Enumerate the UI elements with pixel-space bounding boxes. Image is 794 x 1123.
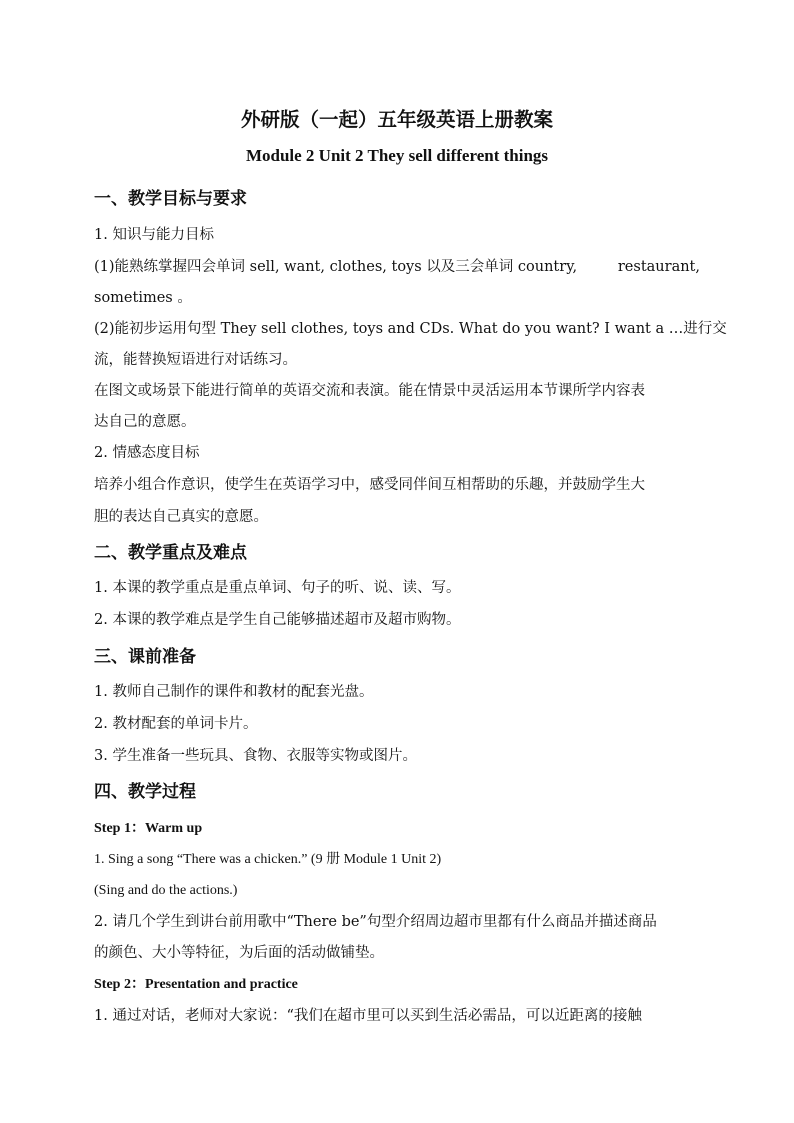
objective-line bbox=[94, 257, 700, 277]
list-item: 1. 教师自己制作的课件和教材的配套光盘。 bbox=[94, 684, 374, 700]
list-item: 2. 教材配套的单词卡片。 bbox=[94, 716, 258, 732]
section-heading-preparation: 三、课前准备 bbox=[94, 647, 196, 667]
list-item: 1. 本课的教学重点是重点单词、句子的听、说、读、写。 bbox=[94, 580, 461, 596]
objective-line: 达自己的意愿。 bbox=[94, 414, 196, 430]
document-title: 外研版（一起）五年级英语上册教案 bbox=[240, 108, 553, 131]
objective-line-text: (1)能熟练掌握四会单词 sell, want, clothes, toys 以及三会单词 country, bbox=[94, 259, 578, 275]
list-item: 3. 学生准备一些玩具、食物、衣服等实物或图片。 bbox=[94, 748, 417, 764]
step-heading-warm-up: Step 1：Warm up bbox=[94, 821, 203, 836]
section-heading-key-points: 二、教学重点及难点 bbox=[94, 543, 247, 563]
objective-label-attitude: 2. 情感态度目标 bbox=[94, 445, 200, 461]
step-line: 的颜色、大小等特征，为后面的活动做铺垫。 bbox=[94, 945, 384, 961]
objective-line: 流，能替换短语进行对话练习。 bbox=[94, 352, 297, 368]
step-line: 2. 请几个学生到讲台前用歌中“There be”句型介绍周边超市里都有什么商品并描述商品 bbox=[94, 914, 657, 930]
objective-line: sometimes 。 bbox=[94, 290, 192, 306]
step-heading-presentation: Step 2：Presentation and practice bbox=[94, 977, 298, 992]
section-heading-objectives: 一、教学目标与要求 bbox=[94, 189, 247, 209]
objective-line: 胆的表达自己真实的意愿。 bbox=[94, 509, 268, 525]
objective-line: 培养小组合作意识，使学生在英语学习中，感受同伴间互相帮助的乐趣，并鼓励学生大 bbox=[94, 477, 645, 493]
objective-label-knowledge: 1. 知识与能力目标 bbox=[94, 227, 214, 243]
section-heading-process: 四、教学过程 bbox=[94, 782, 196, 802]
step-line: 1. 通过对话，老师对大家说：“我们在超市里可以买到生活必需品，可以近距离的接触 bbox=[94, 1008, 642, 1024]
document-subtitle: Module 2 Unit 2 They sell different things bbox=[245, 146, 549, 165]
list-item: 2. 本课的教学难点是学生自己能够描述超市及超市购物。 bbox=[94, 612, 461, 628]
step-line: (Sing and do the actions.) bbox=[94, 883, 238, 898]
objective-line: (2)能初步运用句型 They sell clothes, toys and CDs. What do you want? I want a …进行交 bbox=[94, 321, 727, 337]
step-line: 1. Sing a song “There was a chicken.” (9 册 Module 1 Unit 2) bbox=[94, 852, 442, 867]
objective-line: 在图文或场景下能进行简单的英语交流和表演。能在情景中灵活运用本节课所学内容表 bbox=[94, 383, 645, 399]
objective-line-text-end: restaurant, bbox=[617, 259, 700, 275]
